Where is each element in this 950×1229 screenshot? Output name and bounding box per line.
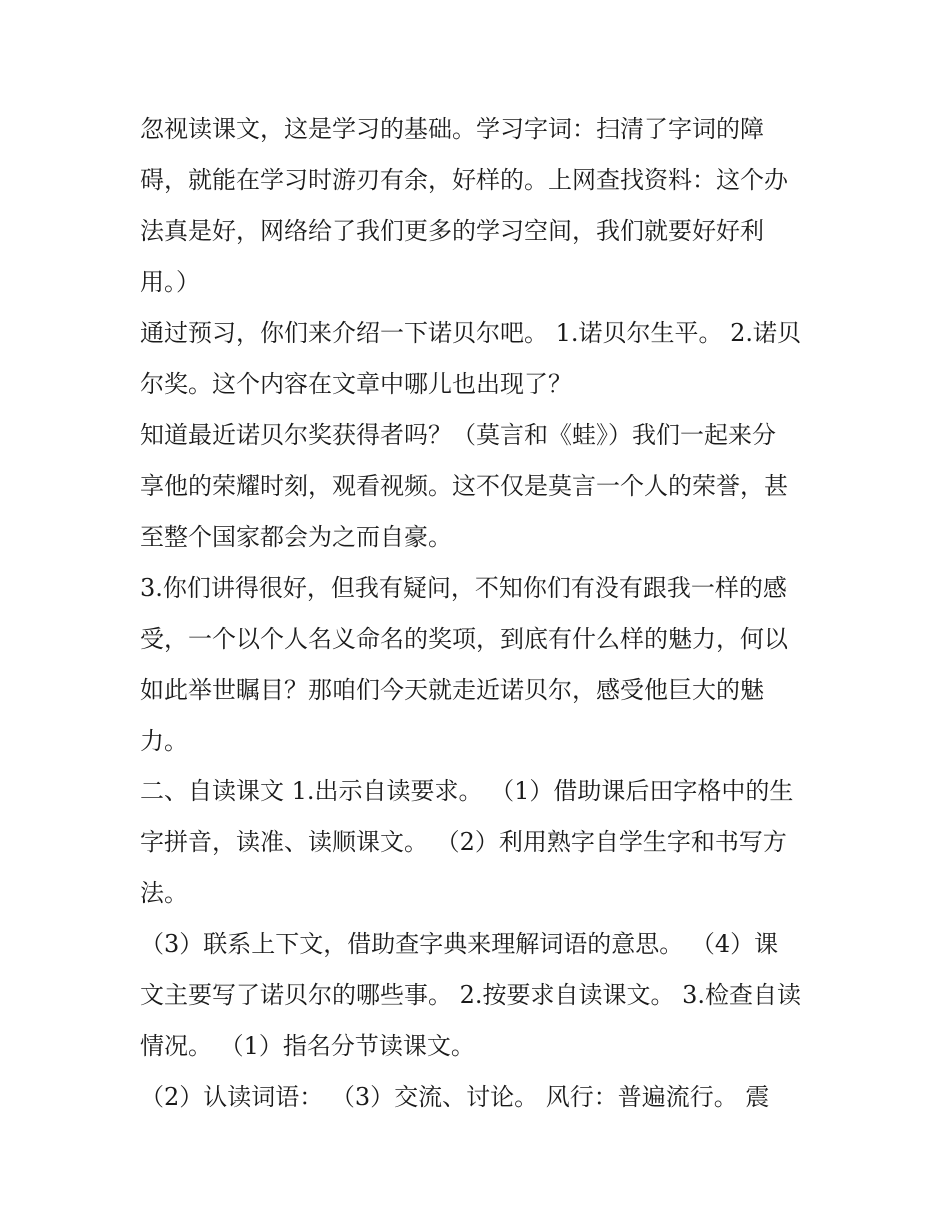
text-line: 受，一个以个人名义命名的奖项，到底有什么样的魅力，何以: [140, 625, 788, 653]
text-line: 力。: [140, 727, 188, 755]
text-line: 知道最近诺贝尔奖获得者吗？（莫言和《蛙》）我们一起来分: [140, 421, 776, 449]
text-line: 如此举世瞩目？那咱们今天就走近诺贝尔，感受他巨大的魅: [140, 676, 764, 704]
text-line: 3.你们讲得很好，但我有疑问，不知你们有没有跟我一样的感: [140, 574, 787, 602]
text-line: 通过预习，你们来介绍一下诺贝尔吧。 1.诺贝尔生平。 2.诺贝: [140, 319, 802, 347]
text-line: 法。: [140, 879, 188, 907]
text-line: 享他的荣耀时刻，观看视频。这不仅是莫言一个人的荣誉，甚: [140, 472, 788, 500]
text-line: 碍，就能在学习时游刃有余，好样的。上网查找资料：这个办: [140, 166, 788, 194]
text-line: 情况。 （1）指名分节读课文。: [140, 1032, 475, 1060]
text-line: 至整个国家都会为之而自豪。: [140, 523, 452, 551]
text-line: 法真是好，网络给了我们更多的学习空间，我们就要好好利: [140, 217, 764, 245]
text-line: 文主要写了诺贝尔的哪些事。 2.按要求自读课文。 3.检查自读: [140, 981, 802, 1009]
text-line: （2）认读词语： （3）交流、讨论。 风行：普遍流行。 震: [140, 1083, 770, 1111]
text-line: （3）联系上下文，借助查字典来理解词语的意思。 （4）课: [140, 930, 779, 958]
text-line: 忽视读课文，这是学习的基础。学习字词：扫清了字词的障: [140, 115, 764, 143]
text-line: 尔奖。这个内容在文章中哪儿也出现了？: [140, 370, 572, 398]
text-line: 用。）: [140, 268, 200, 296]
text-line: 字拼音，读准、读顺课文。 （2）利用熟字自学生字和书写方: [140, 828, 787, 856]
text-line: 二、自读课文 1.出示自读要求。 （1）借助课后田字格中的生: [140, 777, 794, 805]
